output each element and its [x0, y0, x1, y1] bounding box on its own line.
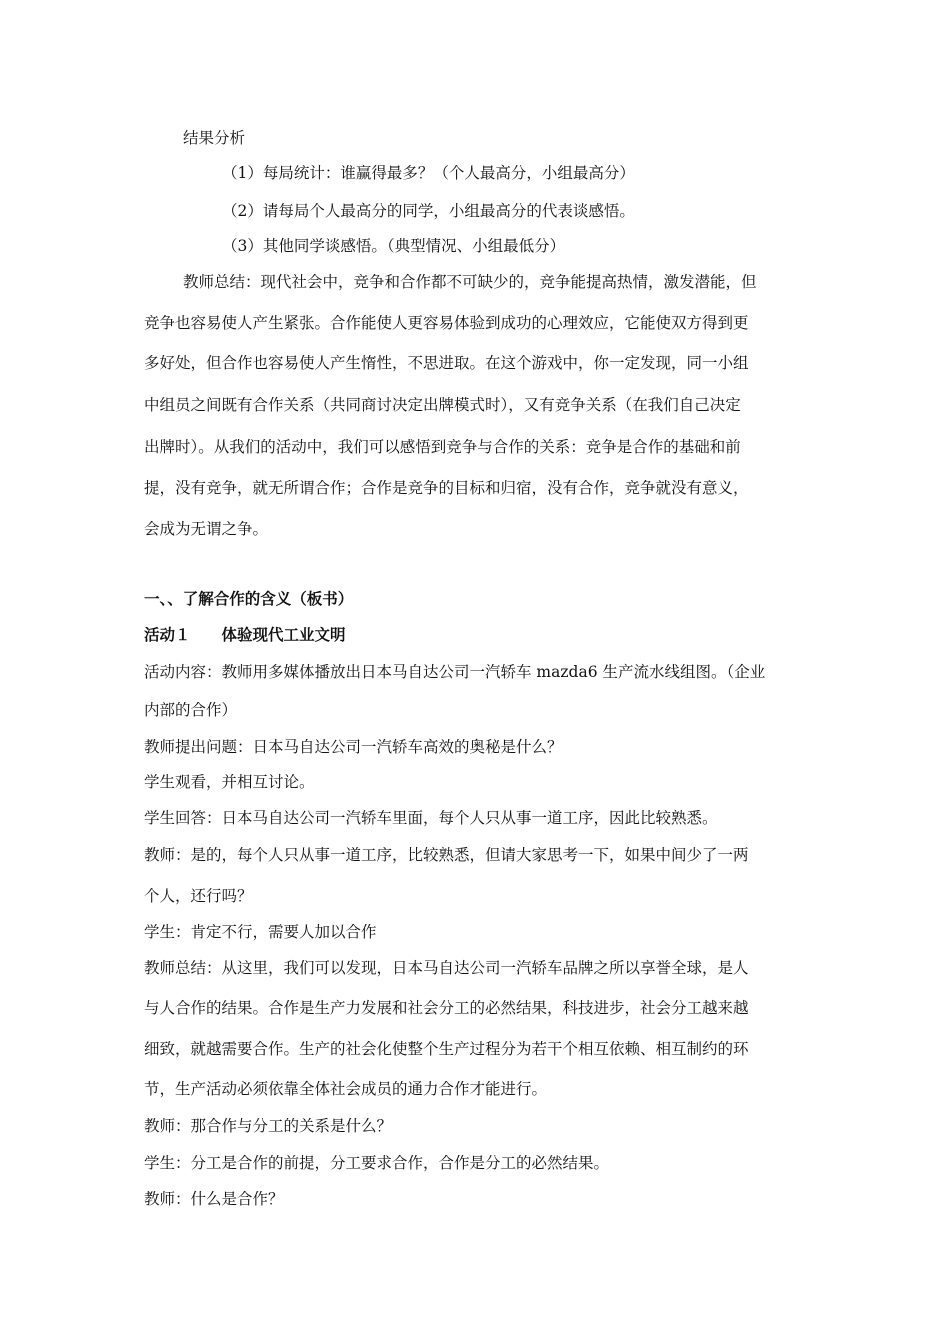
body-line: 教师提出问题：日本马自达公司一汽轿车高效的奥秘是什么？: [144, 738, 563, 756]
summary-line: 提，没有竞争，就无所谓合作；合作是竞争的目标和归宿，没有合作，竞争就没有意义，: [144, 479, 749, 497]
body-line: 活动内容：教师用多媒体播放出日本马自达公司一汽轿车 mazda6 生产流水线组图。（企业: [144, 663, 766, 681]
body-line: 学生：肯定不行，需要人加以合作: [144, 923, 377, 941]
section-title: 一、、了解合作的含义（板书）: [144, 590, 354, 608]
body-line: 教师：那合作与分工的关系是什么？: [144, 1117, 393, 1135]
summary-line: 出牌时）。从我们的活动中，我们可以感悟到竞争与合作的关系：竞争是合作的基础和前: [144, 438, 741, 456]
analysis-item: （3）其他同学谈感悟。（典型情况、小组最低分）: [222, 237, 566, 255]
analysis-item: （1）每局统计：谁赢得最多？（个人最高分，小组最高分）: [222, 164, 635, 182]
analysis-heading: 结果分析: [183, 129, 246, 147]
summary-line: 会成为无谓之争。: [144, 520, 269, 538]
body-line: 学生：分工是合作的前提，分工要求合作，合作是分工的必然结果。: [144, 1154, 610, 1172]
body-line: 学生回答：日本马自达公司一汽轿车里面，每个人只从事一道工序，因此比较熟悉。: [144, 809, 718, 827]
body-line: 教师总结：从这里，我们可以发现，日本马自达公司一汽轿车品牌之所以享誉全球，是人: [144, 959, 749, 977]
body-line: 教师：什么是合作？: [144, 1190, 284, 1208]
activity-title: 活动１ 体验现代工业文明: [144, 626, 346, 644]
body-line: 节，生产活动必须依靠全体社会成员的通力合作才能进行。: [144, 1080, 548, 1098]
body-line: 个人，还行吗？: [144, 887, 253, 905]
summary-line: 竞争也容易使人产生紧张。合作能使人更容易体验到成功的心理效应，它能使双方得到更: [144, 314, 749, 332]
summary-line: 中组员之间既有合作关系（共同商讨决定出牌模式时），又有竞争关系（在我们自己决定: [144, 396, 741, 414]
analysis-item: （2）请每局个人最高分的同学，小组最高分的代表谈感悟。: [222, 202, 635, 220]
summary-line: 教师总结：现代社会中，竞争和合作都不可缺少的，竞争能提高热情，激发潜能，但: [183, 273, 757, 291]
body-line: 细致，就越需要合作。生产的社会化使整个生产过程分为若干个相互依赖、相互制约的环: [144, 1040, 749, 1058]
body-line: 学生观看，并相互讨论。: [144, 773, 315, 791]
body-line: 教师：是的，每个人只从事一道工序，比较熟悉，但请大家思考一下，如果中间少了一两: [144, 846, 749, 864]
body-line: 内部的合作）: [144, 701, 238, 719]
body-line: 与人合作的结果。合作是生产力发展和社会分工的必然结果，科技进步，社会分工越来越: [144, 999, 749, 1017]
summary-line: 多好处，但合作也容易使人产生惰性，不思进取。在这个游戏中，你一定发现，同一小组: [144, 354, 749, 372]
